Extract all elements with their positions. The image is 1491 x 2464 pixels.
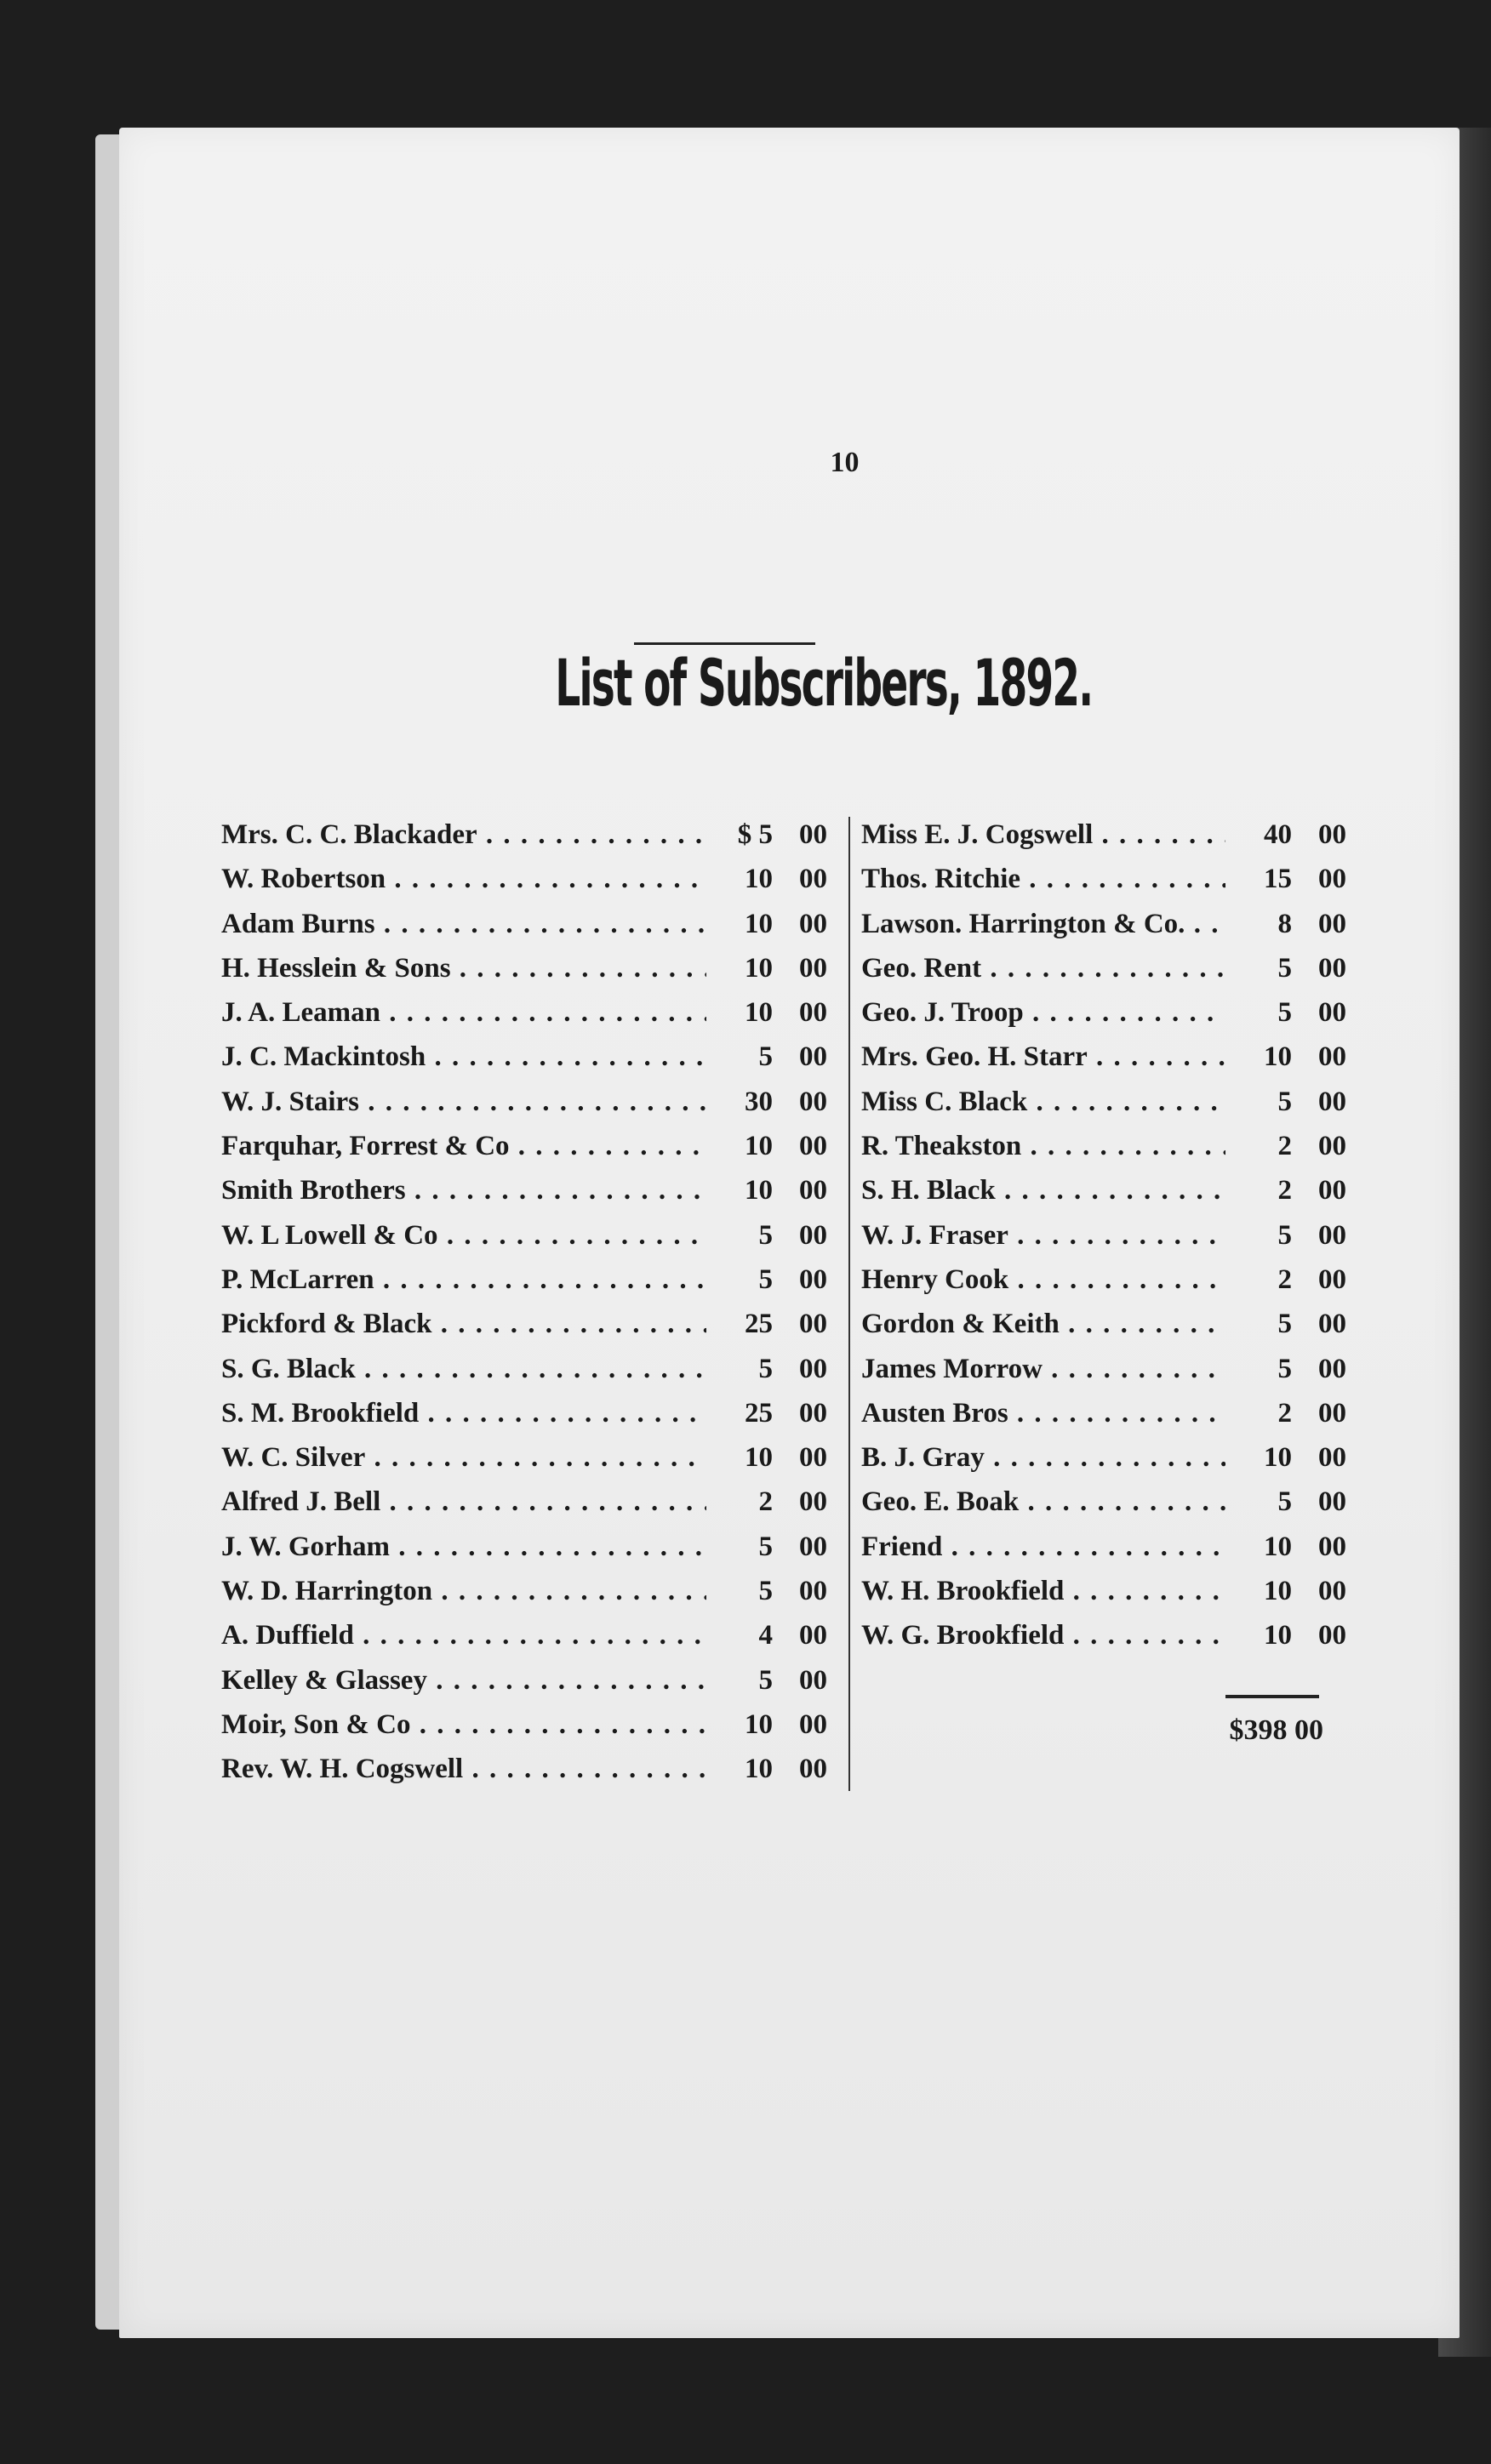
subscriber-row xyxy=(861,1480,1346,1524)
subscriber-dollars: 5 xyxy=(758,1041,773,1073)
subscriber-row xyxy=(221,1035,827,1079)
subscriber-name: Adam Burns . . . xyxy=(221,902,706,946)
subscriber-dollars: 5 xyxy=(758,1664,773,1696)
subscriber-name: Pickford & Black . . . xyxy=(221,1302,706,1346)
subscriber-name: Austen Bros . . . xyxy=(861,1391,1225,1435)
subscriber-row xyxy=(861,857,1346,901)
subscriber-dollars: 10 xyxy=(745,1754,773,1785)
subscriber-cents: 00 xyxy=(1318,1263,1346,1295)
subscriber-row xyxy=(861,1080,1346,1124)
subscriber-name: S. M. Brookfield . . . xyxy=(221,1391,706,1435)
subscriber-cents: 00 xyxy=(1318,1442,1346,1474)
subscriber-dollars: 10 xyxy=(745,1175,773,1206)
subscriber-dollars: 5 xyxy=(1277,1219,1292,1251)
subscriber-cents: 00 xyxy=(799,1397,827,1429)
subscriber-row xyxy=(221,1480,827,1524)
subscriber-cents: 00 xyxy=(1318,908,1346,939)
subscriber-row xyxy=(221,813,827,857)
subscriber-row xyxy=(221,1569,827,1613)
subscriber-name: Farquhar, Forrest & Co . . . xyxy=(221,1124,706,1168)
subscriber-row xyxy=(221,1080,827,1124)
subscriber-cents: 00 xyxy=(1318,952,1346,984)
subscriber-dollars: 5 xyxy=(758,1219,773,1251)
subscriber-row xyxy=(221,1124,827,1168)
subscriber-row xyxy=(861,1302,1346,1346)
subscriber-dollars: 25 xyxy=(745,1397,773,1429)
subscriber-row xyxy=(221,1703,827,1747)
page-title: List of Subscribers, 1892. xyxy=(555,645,1093,721)
subscriber-dollars: 5 xyxy=(1277,1086,1292,1117)
subscriber-name: Thos. Ritchie . . . xyxy=(861,857,1225,901)
subscriber-name: Geo. E. Boak . . . xyxy=(861,1480,1225,1524)
subscriber-row xyxy=(861,1569,1346,1613)
subscriber-name: W. J. Stairs . . . xyxy=(221,1080,706,1124)
title-rule xyxy=(634,642,815,645)
subscriber-name: Kelley & Glassey . . . xyxy=(221,1658,706,1703)
column-divider xyxy=(848,817,850,1791)
subscriber-cents: 00 xyxy=(1318,1041,1346,1073)
subscriber-name: Geo. J. Troop . . . xyxy=(861,990,1225,1035)
subscriber-cents: 00 xyxy=(799,864,827,895)
subscriber-name: J. C. Mackintosh . . . xyxy=(221,1035,706,1079)
subscriber-name: W. G. Brookfield . . . xyxy=(861,1613,1225,1657)
subscriber-row xyxy=(221,1168,827,1212)
subscriber-dollars: 5 xyxy=(1277,1309,1292,1340)
subscriber-dollars: 8 xyxy=(1277,908,1292,939)
subscriber-row xyxy=(221,1258,827,1302)
subscriber-row xyxy=(221,857,827,901)
subscriber-row xyxy=(221,1747,827,1791)
subscriber-cents: 00 xyxy=(1318,1131,1346,1162)
subscriber-dollars: 15 xyxy=(1264,864,1292,895)
subscriber-row xyxy=(861,813,1346,857)
subscriber-name: Geo. Rent . . . xyxy=(861,946,1225,990)
subscriber-name: James Morrow . . . xyxy=(861,1347,1225,1391)
subscriber-dollars: 10 xyxy=(745,1442,773,1474)
subscriber-row xyxy=(861,990,1346,1035)
subscriber-row xyxy=(861,902,1346,946)
subscriber-name: B. J. Gray . . . xyxy=(861,1435,1225,1480)
subscriber-cents: 00 xyxy=(1318,1576,1346,1607)
subscriber-name: R. Theakston . . . xyxy=(861,1124,1225,1168)
subscriber-row xyxy=(221,902,827,946)
subscriber-row xyxy=(221,1613,827,1657)
subscriber-cents: 00 xyxy=(1318,1397,1346,1429)
subscriber-row xyxy=(221,1525,827,1569)
subscriber-row xyxy=(221,1435,827,1480)
subscriber-row xyxy=(861,1168,1346,1212)
subscriber-cents: 00 xyxy=(799,1131,827,1162)
subscriber-name: W. Robertson . . . xyxy=(221,857,706,901)
subscriber-row xyxy=(861,1124,1346,1168)
subscriber-dollars: 10 xyxy=(1264,1620,1292,1651)
subscriber-dollars: 25 xyxy=(745,1309,773,1340)
subscriber-dollars: $ 5 xyxy=(737,819,773,850)
subscriber-dollars: 10 xyxy=(745,997,773,1029)
subscriber-dollars: 10 xyxy=(1264,1576,1292,1607)
subscriber-dollars: 5 xyxy=(758,1576,773,1607)
subscriber-dollars: 10 xyxy=(745,952,773,984)
subscriber-cents: 00 xyxy=(1318,819,1346,850)
subscriber-name: W. D. Harrington . . . xyxy=(221,1569,706,1613)
subscriber-dollars: 2 xyxy=(1277,1397,1292,1429)
subscriber-cents: 00 xyxy=(799,1664,827,1696)
subscriber-name: W. H. Brookfield . . . xyxy=(861,1569,1225,1613)
subscriber-cents: 00 xyxy=(1318,1620,1346,1651)
subscriber-cents: 00 xyxy=(799,1086,827,1117)
subscriber-name: Rev. W. H. Cogswell . . . xyxy=(221,1747,706,1791)
subscriber-cents: 00 xyxy=(1318,1486,1346,1518)
subscriber-cents: 00 xyxy=(799,1754,827,1785)
subscriber-cents: 00 xyxy=(799,952,827,984)
subscriber-dollars: 5 xyxy=(1277,997,1292,1029)
subscriber-cents: 00 xyxy=(799,1620,827,1651)
subscriber-cents: 00 xyxy=(1318,1353,1346,1384)
total-amount: $398 00 xyxy=(1229,1714,1323,1746)
subscriber-dollars: 5 xyxy=(1277,1353,1292,1384)
subscriber-cents: 00 xyxy=(1318,1219,1346,1251)
subscribers-right-column xyxy=(861,813,1346,1658)
subscriber-dollars: 10 xyxy=(1264,1041,1292,1073)
subscriber-name: A. Duffield . . . xyxy=(221,1613,706,1657)
subscriber-name: W. L Lowell & Co . . . xyxy=(221,1213,706,1258)
page-number: 10 xyxy=(830,447,860,478)
subscriber-dollars: 10 xyxy=(1264,1531,1292,1562)
subscriber-dollars: 40 xyxy=(1264,819,1292,850)
subscriber-row xyxy=(221,1347,827,1391)
subscriber-row xyxy=(861,1613,1346,1657)
subscriber-row xyxy=(861,946,1346,990)
subscriber-row xyxy=(221,1391,827,1435)
subscriber-dollars: 5 xyxy=(758,1263,773,1295)
subscriber-dollars: 2 xyxy=(758,1486,773,1518)
subscriber-row xyxy=(221,990,827,1035)
subscriber-name: W. J. Fraser . . . xyxy=(861,1213,1225,1258)
subscriber-cents: 00 xyxy=(1318,1086,1346,1117)
subscriber-dollars: 5 xyxy=(1277,1486,1292,1518)
subscriber-name: Mrs. Geo. H. Starr . . . xyxy=(861,1035,1225,1079)
subscriber-name: S. G. Black . . . xyxy=(221,1347,706,1391)
subscriber-cents: 00 xyxy=(799,1486,827,1518)
subscriber-cents: 00 xyxy=(799,1041,827,1073)
subscriber-name: S. H. Black . . . xyxy=(861,1168,1225,1212)
subscriber-name: J. W. Gorham . . . xyxy=(221,1525,706,1569)
subscriber-dollars: 10 xyxy=(745,1131,773,1162)
subscriber-name: H. Hesslein & Sons . . . xyxy=(221,946,706,990)
subscriber-dollars: 2 xyxy=(1277,1131,1292,1162)
subscriber-row xyxy=(861,1213,1346,1258)
subscriber-name: Alfred J. Bell . . . xyxy=(221,1480,706,1524)
subscriber-name: W. C. Silver . . . xyxy=(221,1435,706,1480)
subscriber-name: Smith Brothers . . . xyxy=(221,1168,706,1212)
subscriber-name: J. A. Leaman . . . xyxy=(221,990,706,1035)
total-rule xyxy=(1225,1695,1319,1698)
subscriber-cents: 00 xyxy=(799,1309,827,1340)
subscriber-name: P. McLarren . . . xyxy=(221,1258,706,1302)
subscriber-cents: 00 xyxy=(799,1531,827,1562)
subscriber-cents: 00 xyxy=(799,1219,827,1251)
subscribers-left-column xyxy=(221,813,827,1792)
subscriber-cents: 00 xyxy=(799,997,827,1029)
subscriber-dollars: 5 xyxy=(1277,952,1292,984)
subscriber-dollars: 10 xyxy=(745,908,773,939)
subscriber-dollars: 30 xyxy=(745,1086,773,1117)
subscriber-dollars: 10 xyxy=(745,864,773,895)
subscriber-name: Lawson. Harrington & Co. . . . xyxy=(861,902,1225,946)
subscriber-row xyxy=(221,1658,827,1703)
subscriber-name: Mrs. C. C. Blackader . . . xyxy=(221,813,706,857)
subscriber-dollars: 10 xyxy=(1264,1442,1292,1474)
subscriber-row xyxy=(861,1347,1346,1391)
subscriber-cents: 00 xyxy=(799,1263,827,1295)
subscriber-cents: 00 xyxy=(1318,1531,1346,1562)
subscriber-row xyxy=(861,1035,1346,1079)
subscriber-name: Friend . . . xyxy=(861,1525,1225,1569)
subscriber-row xyxy=(861,1391,1346,1435)
subscriber-cents: 00 xyxy=(799,1708,827,1740)
subscriber-row xyxy=(861,1435,1346,1480)
subscriber-dollars: 5 xyxy=(758,1353,773,1384)
subscriber-row xyxy=(221,1213,827,1258)
subscriber-row xyxy=(221,1302,827,1346)
subscriber-cents: 00 xyxy=(799,1576,827,1607)
subscriber-cents: 00 xyxy=(799,1442,827,1474)
subscriber-cents: 00 xyxy=(799,819,827,850)
subscriber-row xyxy=(861,1258,1346,1302)
subscriber-cents: 00 xyxy=(1318,1175,1346,1206)
subscriber-row xyxy=(221,946,827,990)
subscriber-cents: 00 xyxy=(799,908,827,939)
subscriber-name: Miss E. J. Cogswell . . . xyxy=(861,813,1225,857)
subscriber-dollars: 5 xyxy=(758,1531,773,1562)
subscriber-dollars: 10 xyxy=(745,1708,773,1740)
subscriber-dollars: 2 xyxy=(1277,1263,1292,1295)
subscriber-cents: 00 xyxy=(1318,864,1346,895)
subscriber-cents: 00 xyxy=(799,1175,827,1206)
subscriber-row xyxy=(861,1525,1346,1569)
subscriber-cents: 00 xyxy=(1318,1309,1346,1340)
subscriber-name: Moir, Son & Co . . . xyxy=(221,1703,706,1747)
subscriber-dollars: 4 xyxy=(758,1620,773,1651)
subscriber-cents: 00 xyxy=(799,1353,827,1384)
subscriber-name: Gordon & Keith . . . xyxy=(861,1302,1225,1346)
subscriber-dollars: 2 xyxy=(1277,1175,1292,1206)
subscriber-name: Henry Cook . . . xyxy=(861,1258,1225,1302)
subscriber-name: Miss C. Black . . . xyxy=(861,1080,1225,1124)
subscriber-cents: 00 xyxy=(1318,997,1346,1029)
